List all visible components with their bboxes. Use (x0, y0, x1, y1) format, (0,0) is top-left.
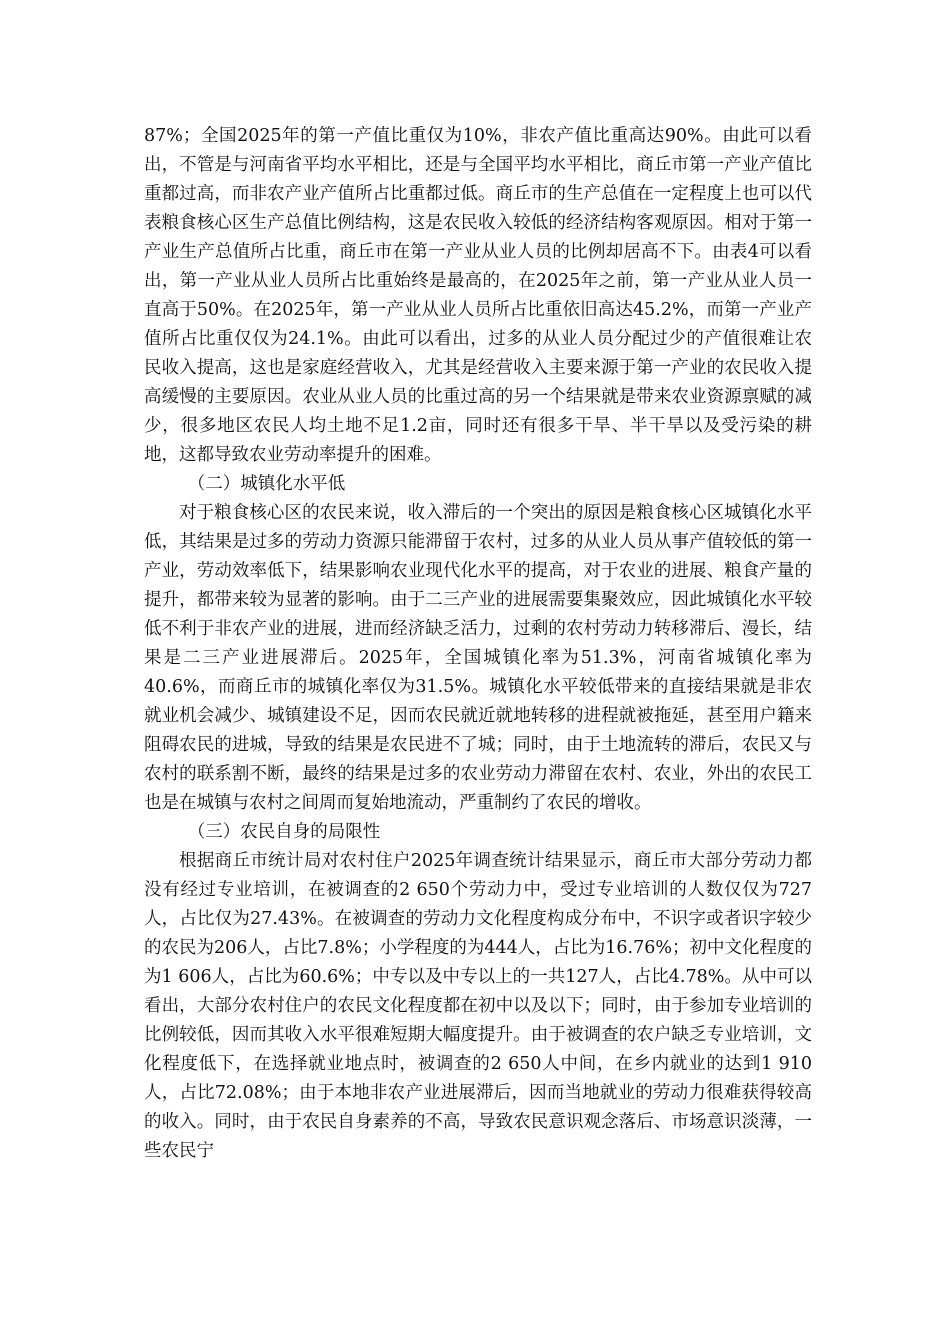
body-paragraph-1: 87%；全国2025年的第一产值比重仅为10%，非农产值比重高达90%。由此可以看出，不管是与河南省平均水平相比，还是与全国平均水平相比，商丘市第一产业产值比重都过高，而非农产业产值所占比重都过低。商丘市的生产总值在一定程度上也可以代表粮食核心区生产总值比例结构，这是农民收入较低的经济结构客观原因。相对于第一产业生产总值所占比重，商丘市在第一产业从业人员的比例却居高不下。由表4可以看出，第一产业从业人员所占比重始终是最高的，在2025年之前，第一产业从业人员一直高于50%。在2025年，第一产业从业人员所占比重依旧高达45.2%，而第一产业产值所占比重仅仅为24.1%。由此可以看出，过多的从业人员分配过少的产值很难让农民收入提高，这也是家庭经营收入，尤其是经营收入主要来源于第一产业的农民收入提高缓慢的主要原因。农业从业人员的比重过高的另一个结果就是带来农业资源禀赋的减少，很多地区农民人均土地不足1.2亩，同时还有很多干旱、半干旱以及受污染的耕地，这都导致农业劳动率提升的困难。 (144, 126, 812, 465)
section-heading-urbanization: （二）城镇化水平低 (187, 474, 346, 494)
body-paragraph-2: 对于粮食核心区的农民来说，收入滞后的一个突出的原因是粮食核心区城镇化水平低，其结果是过多的劳动力资源只能滞留于农村，过多的从业人员从事产值较低的第一产业，劳动效率低下，结果影响农业现代化水平的提高，对于农业的进展、粮食产量的提升，都带来较为显著的影响。由于二三产业的进展需要集聚效应，因此城镇化水平较低不利于非农产业的进展，进而经济缺乏活力，过剩的农村劳动力转移滞后、漫长，结果是二三产业进展滞后。2025年，全国城镇化率为51.3%，河南省城镇化率为40.6%，而商丘市的城镇化率仅为31.5%。城镇化水平较低带来的直接结果就是非农就业机会减少、城镇建设不足，因而农民就近就地转移的进程就被拖延，甚至用户籍来阻碍农民的进城，导致的结果是农民进不了城；同时，由于土地流转的滞后，农民又与农村的联系割不断，最终的结果是过多的农业劳动力滞留在农村、农业，外出的农民工也是在城镇与农村之间周而复始地流动，严重制约了农民的增收。 (144, 503, 812, 813)
section-heading-farmer-limitations: （三）农民自身的局限性 (187, 822, 381, 842)
document-page (144, 122, 812, 1166)
body-paragraph-3: 根据商丘市统计局对农村住户2025年调查统计结果显示，商丘市大部分劳动力都没有经过专业培训，在被调查的2 650个劳动力中，受过专业培训的人数仅仅为727人，占比仅为27.43%。在被调查的劳动力文化程度构成分布中，不识字或者识字较少的农民为206人，占比7.8%；小学程度的为444人，占比为16.76%；初中文化程度的为1 606人，占比为60.6%；中专以及中专以上的一共127人，占比4.78%。从中可以看出，大部分农村住户的农民文化程度都在初中以及以下；同时，由于参加专业培训的比例较低，因而其收入水平很难短期大幅度提升。由于被调查的农户缺乏专业培训，文化程度低下，在选择就业地点时，被调查的2 650人中间，在乡内就业的达到1 910人，占比72.08%；由于本地非农产业进展滞后，因而当地就业的劳动力很难获得较高的收入。同时，由于农民自身素养的不高，导致农民意识观念落后、市场意识淡薄，一些农民宁 (144, 851, 812, 1161)
